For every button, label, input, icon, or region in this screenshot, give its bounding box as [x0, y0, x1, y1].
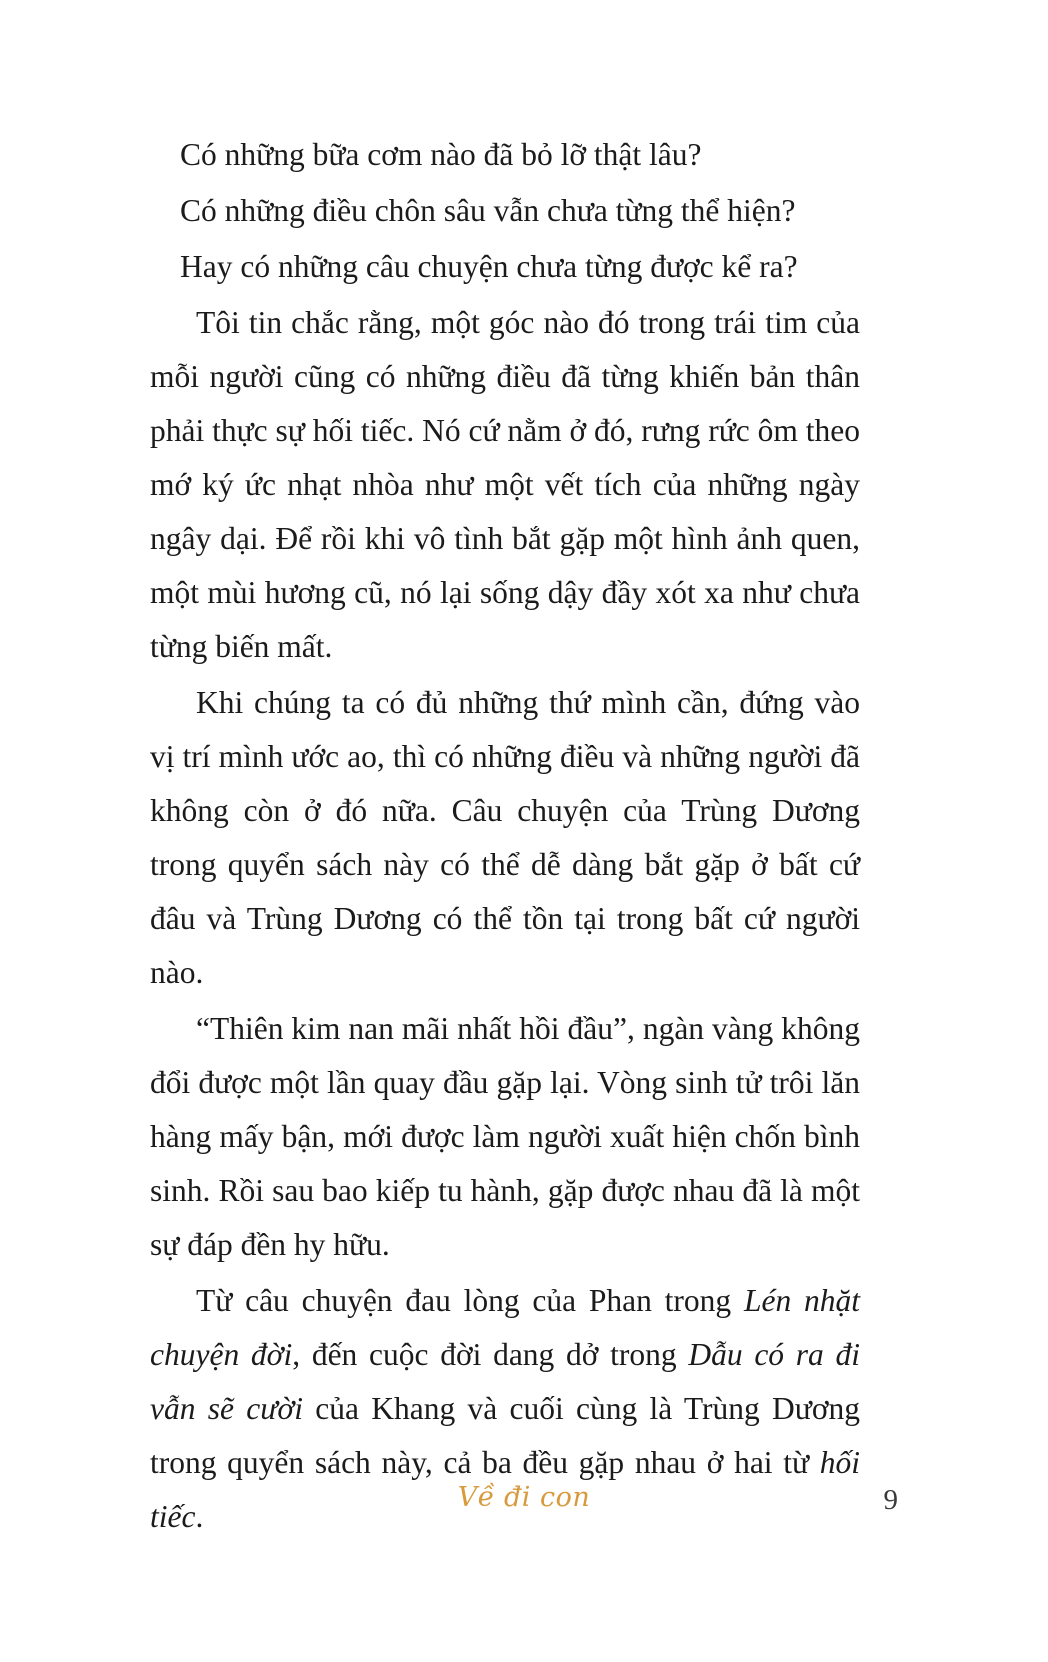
footer-page-number: 9 — [883, 1484, 898, 1516]
page-footer — [150, 1482, 898, 1522]
page-text-column — [150, 128, 860, 1546]
paragraph-body-1: Tôi tin chắc rằng, một góc nào đó trong trái tim của mỗi người cũng có những điều đã từng khiến bản thân phải thực sự hối tiếc. Nó cứ nằm ở đó, rưng rức ôm theo mớ ký ức nhạt nhòa như một vết tích của những ngày ngây dại. Để rồi khi vô tình bắt gặp một hình ảnh quen, một mùi hương cũ, nó lại sống dậy đầy xót xa như chưa từng biến mất. — [150, 305, 860, 664]
segment-text-2: , đến cuộc đời dang dở trong — [292, 1337, 689, 1372]
paragraph-question-1: Có những bữa cơm nào đã bỏ lỡ thật lâu? — [180, 137, 702, 172]
footer-book-title: Về đi con — [457, 1482, 591, 1513]
segment-text-1: Từ câu chuyện đau lòng của Phan trong — [196, 1283, 744, 1318]
segment-italic-emphasis: hối tiếc — [150, 1445, 860, 1534]
paragraph-body-2: Khi chúng ta có đủ những thứ mình cần, đứng vào vị trí mình ước ao, thì có những điều và những người đã không còn ở đó nữa. Câu chuyện của Trùng Dương trong quyển sách này có thể dễ dàng bắt gặp ở bất cứ đâu và Trùng Dương có thể tồn tại trong bất cứ người nào. — [150, 685, 860, 990]
paragraph-question-3: Hay có những câu chuyện chưa từng được kể ra? — [180, 249, 798, 284]
segment-italic-title-1: Lén nhặt chuyện đời — [150, 1283, 860, 1372]
segment-italic-title-2: Dẫu có ra đi vẫn sẽ cười — [150, 1337, 860, 1426]
paragraph-body-3: “Thiên kim nan mãi nhất hồi đầu”, ngàn vàng không đổi được một lần quay đầu gặp lại. Vòng sinh tử trôi lăn hàng mấy bận, mới được làm người xuất hiện chốn bình sinh. Rồi sau bao kiếp tu hành, gặp được nhau đã là một sự đáp đền hy hữu. — [150, 1011, 860, 1262]
segment-text-4: . — [195, 1499, 204, 1534]
segment-text-3: của Khang và cuối cùng là Trùng Dương trong quyển sách này, cả ba đều gặp nhau ở hai từ — [150, 1391, 861, 1480]
paragraph-question-2: Có những điều chôn sâu vẫn chưa từng thể hiện? — [180, 193, 796, 228]
